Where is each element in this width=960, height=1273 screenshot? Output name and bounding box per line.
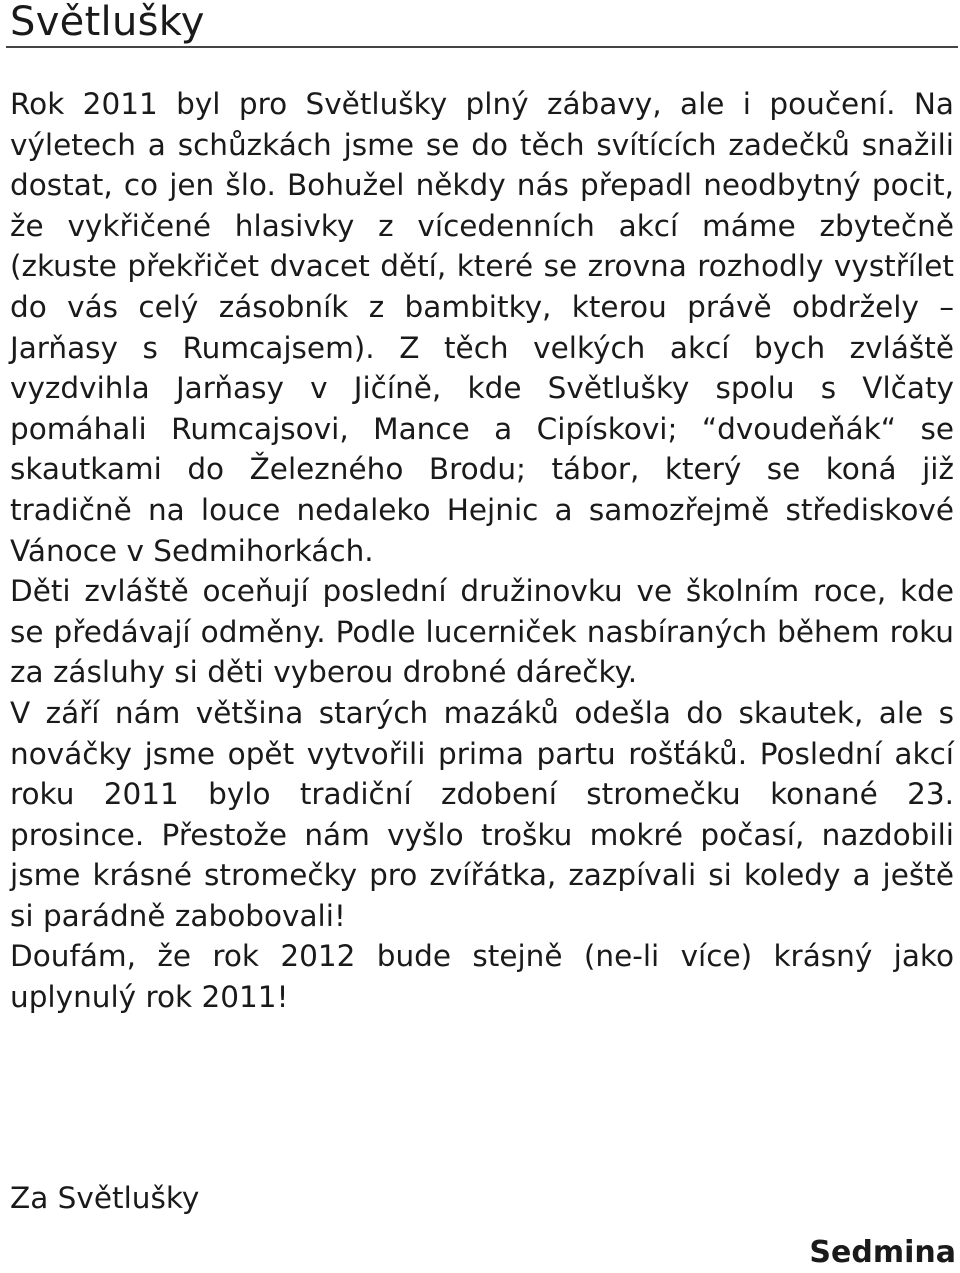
- paragraph-3: V září nám většina starých mazáků odešla do skautek, ale s nováčky jsme opět vytvořili prima partu rošťáků. Poslední akcí roku 2011 bylo tradiční zdobení stromečku konané 23. prosince. Přestože nám vyšlo trošku mokré počasí, nazdobili jsme krásné stromečky pro zvířátka, zazpívali si koledy a ještě si parádně zabobovali!: [10, 695, 954, 933]
- title-underline: [6, 46, 958, 48]
- paragraph-2: Děti zvláště oceňují poslední družinovku ve školním roce, kde se předávají odměny. Podle lucerniček nasbíraných během roku za zásluhy si děti vyberou drobné dárečky.: [10, 574, 954, 690]
- paragraph-1: Rok 2011 byl pro Světlušky plný zábavy, ale i poučení. Na výletech a schůzkách jsme se do těch svítících zadečků snažili dostat, co jen šlo. Bohužel někdy nás přepadl neodbytný pocit, že vykřičené hlasivky z vícedenních akcí máme zbytečně (zkuste překřičet dvacet dětí, které se zrovna rozhodly vystřílet do vás celý zásobník z bambitky, kterou právě obdržely – Jarňasy s Rumcajsem). Z těch velkých akcí bych zvláště vyzdvihla Jarňasy v Jičíně, kde Světlušky spolu s Vlčaty pomáhali Rumcajsovi, Mance a Cipískovi; “dvoudeňák“ se skautkami do Železného Brodu; tábor, který se koná již tradičně na louce nedaleko Hejnic a samozřejmě střediskové Vánoce v Sedmihorkách.: [10, 87, 954, 568]
- article-body: [10, 84, 954, 1018]
- paragraph-4: Doufám, že rok 2012 bude stejně (ne-li více) krásný jako uplynulý rok 2011!: [10, 939, 954, 1015]
- sign-off: Za Světlušky: [10, 1181, 200, 1215]
- author-signature: Sedmina: [809, 1235, 956, 1270]
- page-title: Světlušky: [10, 0, 205, 45]
